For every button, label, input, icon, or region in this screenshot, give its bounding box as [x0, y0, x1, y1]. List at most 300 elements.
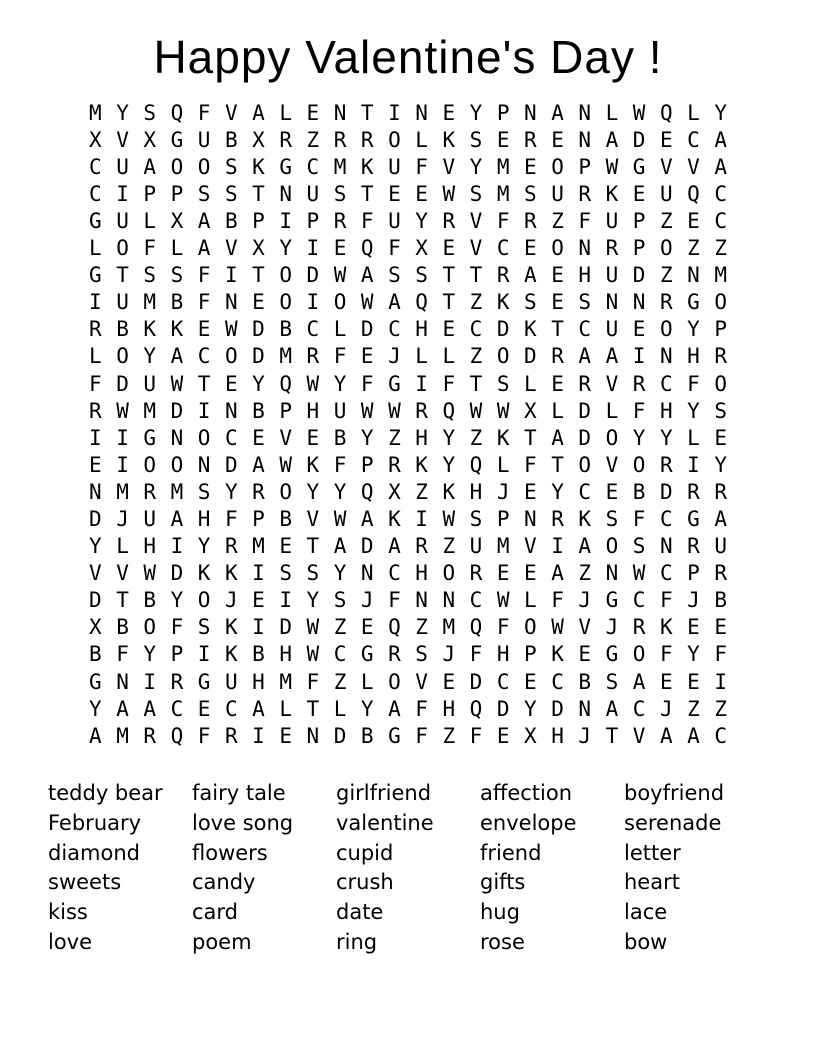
grid-letter: Z [551, 208, 564, 233]
grid-letter: S [224, 181, 238, 206]
grid-letter: T [360, 181, 374, 206]
grid-letter: A [524, 263, 537, 288]
word-item: date [336, 900, 384, 925]
grid-letter: O [605, 534, 619, 559]
grid-letter: U [224, 669, 238, 694]
word-item: card [192, 900, 239, 925]
grid-letter: V [116, 561, 129, 586]
grid-letter: A [551, 100, 564, 125]
page-title: Happy Valentine's Day ! [153, 31, 663, 83]
grid-letter: O [388, 669, 401, 694]
grid-letter: B [224, 127, 238, 152]
grid-letter: D [116, 371, 129, 396]
grid-letter: R [469, 561, 483, 586]
grid-letter: G [687, 290, 700, 315]
grid-letter: F [116, 642, 129, 667]
grid-letter: L [116, 534, 129, 559]
grid-letter: A [388, 290, 401, 315]
grid-letter: C [496, 236, 510, 261]
grid-letter: P [496, 507, 510, 531]
grid-letter: K [388, 507, 401, 531]
grid-letter: T [551, 452, 564, 477]
grid-letter: X [415, 236, 428, 261]
grid-letter: E [252, 588, 265, 613]
grid-letter: G [360, 642, 374, 667]
grid-letter: V [524, 534, 537, 559]
grid-letter: E [551, 371, 564, 396]
grid-letter: R [89, 317, 102, 342]
grid-letter: E [687, 208, 700, 233]
grid-letter: U [551, 181, 564, 206]
grid-letter: J [605, 615, 619, 640]
word-item: crush [336, 870, 394, 895]
grid-letter: E [442, 100, 456, 125]
grid-letter: I [252, 561, 265, 586]
grid-letter: Z [333, 669, 347, 694]
grid-letter: Q [170, 723, 184, 748]
grid-letter: V [89, 561, 102, 586]
grid-letter: O [224, 344, 238, 369]
grid-letter: C [89, 154, 102, 179]
grid-letter: J [360, 588, 374, 613]
grid-letter: K [659, 615, 673, 640]
grid-letter: W [170, 371, 184, 396]
grid-letter: K [252, 154, 265, 179]
grid-letter: R [578, 371, 592, 396]
grid-letter: O [659, 317, 673, 342]
grid-letter: F [197, 290, 211, 315]
grid-letter: Z [714, 696, 727, 721]
grid-letter: V [605, 452, 619, 477]
grid-letter: D [170, 398, 184, 423]
grid-letter: Y [89, 696, 102, 721]
grid-letter: A [551, 425, 564, 450]
grid-letter: C [469, 588, 483, 613]
grid-letter: K [143, 317, 157, 342]
grid-letter: E [496, 127, 510, 152]
grid-letter: N [659, 534, 673, 559]
grid-letter: S [605, 507, 619, 531]
grid-letter: W [632, 561, 646, 586]
grid-letter: F [687, 371, 700, 396]
grid-letter: R [659, 290, 673, 315]
word-item: rose [480, 929, 525, 954]
grid-letter: C [306, 154, 320, 179]
grid-letter: F [578, 208, 592, 233]
grid-letter: A [659, 723, 673, 748]
grid-row [82, 235, 735, 262]
grid-letter: D [578, 398, 592, 423]
grid-letter: Z [333, 615, 347, 640]
grid-letter: A [360, 507, 374, 531]
grid-letter: P [524, 642, 537, 667]
grid-row [82, 669, 735, 696]
grid-row [82, 560, 735, 587]
grid-letter: K [224, 642, 238, 667]
grid-letter: K [224, 615, 238, 640]
word-item: friend [480, 840, 542, 865]
grid-letter: E [687, 615, 700, 640]
word-item: flowers [192, 840, 268, 865]
grid-letter: B [224, 208, 238, 233]
grid-row [82, 506, 735, 533]
grid-letter: E [524, 669, 537, 694]
grid-letter: D [551, 696, 564, 721]
grid-letter: A [143, 154, 157, 179]
grid-letter: H [578, 263, 592, 288]
grid-letter: E [388, 181, 401, 206]
grid-letter: D [469, 669, 483, 694]
grid-letter: Q [469, 615, 483, 640]
grid-letter: G [632, 154, 646, 179]
grid-letter: X [524, 723, 537, 748]
grid-letter: D [224, 452, 238, 477]
grid-letter: V [279, 425, 292, 450]
grid-letter: D [279, 615, 292, 640]
grid-letter: C [469, 317, 483, 342]
grid-letter: E [632, 317, 646, 342]
grid-letter: E [632, 181, 646, 206]
grid-letter: C [496, 669, 510, 694]
grid-row [82, 533, 735, 560]
grid-letter: P [687, 561, 700, 586]
grid-letter: Z [442, 534, 456, 559]
grid-letter: V [605, 371, 619, 396]
grid-letter: E [306, 100, 320, 125]
grid-letter: W [143, 561, 157, 586]
grid-letter: C [224, 425, 238, 450]
grid-letter: L [605, 398, 619, 423]
grid-letter: F [496, 615, 510, 640]
word-list-column [48, 779, 192, 958]
grid-letter: G [388, 371, 401, 396]
grid-letter: I [714, 669, 727, 694]
grid-letter: Y [306, 588, 320, 613]
grid-letter: R [551, 507, 564, 531]
grid-letter: S [333, 181, 347, 206]
grid-letter: L [605, 100, 619, 125]
grid-letter: N [170, 425, 184, 450]
grid-letter: J [578, 588, 592, 613]
grid-letter: O [333, 290, 347, 315]
grid-letter: Y [687, 642, 700, 667]
grid-letter: D [496, 317, 510, 342]
grid-letter: C [578, 479, 592, 504]
grid-letter: O [578, 452, 592, 477]
word-item: teddy bear [48, 781, 163, 805]
word-item: sweets [48, 870, 122, 895]
grid-letter: L [89, 236, 102, 261]
grid-letter: E [442, 236, 456, 261]
word-list [48, 779, 768, 958]
grid-letter: Q [170, 100, 184, 125]
grid-letter: Y [687, 317, 700, 342]
grid-letter: Q [279, 371, 292, 396]
grid-letter: N [524, 100, 537, 125]
word-item: gifts [480, 870, 526, 895]
grid-letter: L [551, 398, 564, 423]
grid-letter: D [89, 588, 102, 613]
grid-letter: P [252, 208, 265, 233]
grid-letter: N [442, 588, 456, 613]
grid-letter: E [442, 317, 456, 342]
grid-letter: W [116, 398, 129, 423]
grid-letter: R [632, 615, 646, 640]
grid-letter: A [197, 208, 211, 233]
grid-letter: H [415, 425, 428, 450]
grid-letter: Z [415, 479, 428, 504]
grid-letter: O [632, 452, 646, 477]
grid-letter: L [333, 696, 347, 721]
grid-letter: I [687, 452, 700, 477]
grid-letter: P [306, 208, 320, 233]
grid-letter: I [632, 344, 646, 369]
grid-letter: S [197, 615, 211, 640]
grid-letter: D [360, 317, 374, 342]
grid-letter: V [224, 100, 238, 125]
grid-letter: M [714, 263, 727, 288]
word-item: poem [192, 929, 252, 954]
grid-letter: Y [360, 425, 374, 450]
grid-letter: C [89, 181, 102, 206]
grid-letter: Z [306, 127, 320, 152]
grid-letter: D [496, 696, 510, 721]
word-item: hug [480, 900, 520, 925]
grid-letter: Q [442, 398, 456, 423]
grid-letter: F [551, 588, 564, 613]
grid-letter: T [306, 534, 320, 559]
grid-letter: E [578, 642, 592, 667]
grid-letter: R [415, 398, 428, 423]
grid-letter: K [551, 642, 564, 667]
grid-letter: Y [143, 642, 157, 667]
grid-letter: W [306, 371, 320, 396]
grid-letter: T [252, 263, 265, 288]
grid-letter: B [578, 669, 592, 694]
grid-letter: U [116, 154, 129, 179]
grid-letter: Z [442, 723, 456, 748]
grid-letter: F [659, 588, 673, 613]
grid-letter: T [469, 263, 483, 288]
grid-row [82, 398, 735, 425]
grid-letter: H [551, 723, 564, 748]
grid-letter: U [605, 317, 619, 342]
grid-letter: Q [360, 236, 374, 261]
grid-letter: N [89, 479, 102, 504]
grid-letter: G [197, 669, 211, 694]
grid-letter: F [360, 208, 374, 233]
grid-letter: C [224, 696, 238, 721]
grid-letter: K [197, 561, 211, 586]
grid-letter: F [143, 236, 157, 261]
grid-letter: T [605, 723, 619, 748]
grid-row [82, 289, 735, 316]
grid-letter: F [442, 371, 456, 396]
grid-letter: C [388, 317, 401, 342]
grid-letter: N [279, 181, 292, 206]
grid-letter: A [714, 127, 727, 152]
grid-row [82, 343, 735, 370]
grid-letter: Y [197, 534, 211, 559]
grid-row [82, 696, 735, 723]
grid-letter: B [632, 479, 646, 504]
grid-letter: N [659, 344, 673, 369]
grid-letter: E [714, 425, 727, 450]
grid-letter: R [224, 723, 238, 748]
grid-letter: A [551, 561, 564, 586]
grid-letter: K [224, 561, 238, 586]
grid-letter: Y [252, 371, 265, 396]
grid-letter: Y [632, 425, 646, 450]
grid-letter: O [714, 290, 727, 315]
grid-letter: N [415, 588, 428, 613]
grid-letter: N [687, 263, 700, 288]
grid-letter: C [388, 561, 401, 586]
grid-letter: L [415, 127, 428, 152]
grid-letter: F [388, 588, 401, 613]
grid-letter: N [578, 127, 592, 152]
grid-letter: Y [415, 208, 428, 233]
word-item: candy [192, 870, 256, 895]
grid-letter: I [143, 669, 157, 694]
word-item: fairy tale [192, 781, 286, 805]
grid-letter: A [197, 236, 211, 261]
grid-letter: M [496, 181, 510, 206]
grid-letter: A [632, 669, 646, 694]
grid-letter: Z [469, 425, 483, 450]
grid-row [82, 723, 735, 750]
grid-letter: C [333, 642, 347, 667]
word-item: February [48, 810, 142, 835]
grid-letter: V [442, 154, 456, 179]
grid-letter: P [360, 452, 374, 477]
grid-letter: Y [143, 344, 157, 369]
grid-letter: J [496, 479, 510, 504]
grid-letter: Y [714, 100, 727, 125]
grid-letter: X [388, 479, 401, 504]
grid-letter: I [170, 534, 184, 559]
grid-letter: N [197, 452, 211, 477]
grid-letter: V [469, 236, 483, 261]
word-item: valentine [336, 810, 434, 835]
grid-letter: P [170, 181, 184, 206]
grid-letter: I [89, 290, 102, 315]
grid-letter: V [659, 154, 673, 179]
grid-letter: U [116, 290, 129, 315]
grid-letter: X [252, 236, 265, 261]
grid-letter: F [714, 642, 727, 667]
grid-letter: J [224, 588, 238, 613]
grid-letter: E [659, 669, 673, 694]
grid-letter: W [442, 181, 456, 206]
grid-letter: H [496, 642, 510, 667]
grid-letter: N [360, 561, 374, 586]
grid-letter: V [687, 154, 700, 179]
grid-letter: G [89, 263, 102, 288]
grid-letter: C [714, 181, 727, 206]
grid-letter: J [116, 507, 129, 531]
grid-letter: I [415, 371, 428, 396]
grid-letter: F [469, 642, 483, 667]
grid-letter: S [197, 479, 211, 504]
grid-letter: O [496, 344, 510, 369]
grid-letter: I [224, 263, 238, 288]
grid-letter: D [632, 263, 646, 288]
grid-letter: R [714, 344, 727, 369]
grid-letter: R [333, 127, 347, 152]
word-item: affection [480, 781, 573, 805]
grid-letter: H [442, 696, 456, 721]
grid-letter: J [578, 723, 592, 748]
grid-letter: K [170, 317, 184, 342]
grid-letter: U [605, 263, 619, 288]
grid-letter: J [687, 588, 700, 613]
grid-letter: K [306, 452, 320, 477]
grid-letter: A [143, 696, 157, 721]
grid-letter: M [279, 344, 292, 369]
grid-letter: O [279, 263, 292, 288]
grid-letter: N [524, 507, 537, 531]
word-item: boyfriend [624, 781, 725, 805]
grid-letter: Z [388, 425, 401, 450]
grid-letter: S [197, 181, 211, 206]
grid-letter: E [306, 425, 320, 450]
grid-letter: I [197, 398, 211, 423]
grid-letter: G [89, 208, 102, 233]
grid-letter: B [116, 317, 129, 342]
grid-letter: R [524, 208, 537, 233]
grid-letter: V [116, 127, 129, 152]
grid-letter: O [551, 236, 564, 261]
grid-letter: I [306, 290, 320, 315]
grid-letter: F [197, 263, 211, 288]
grid-letter: S [496, 371, 510, 396]
grid-letter: Y [469, 100, 483, 125]
grid-letter: R [687, 534, 700, 559]
grid-letter: A [388, 696, 401, 721]
grid-letter: R [252, 479, 265, 504]
grid-letter: J [659, 696, 673, 721]
grid-letter: E [551, 290, 564, 315]
grid-letter: O [714, 371, 727, 396]
grid-letter: K [605, 181, 619, 206]
grid-letter: H [306, 398, 320, 423]
grid-letter: A [170, 507, 184, 531]
grid-letter: M [170, 479, 184, 504]
grid-letter: D [659, 479, 673, 504]
grid-letter: W [224, 317, 238, 342]
grid-letter: O [170, 154, 184, 179]
grid-letter: M [116, 723, 129, 748]
grid-letter: Y [306, 479, 320, 504]
grid-row [82, 425, 735, 452]
grid-letter: T [360, 100, 374, 125]
grid-letter: U [143, 371, 157, 396]
grid-letter: M [496, 154, 510, 179]
grid-letter: W [469, 398, 483, 423]
grid-row [82, 452, 735, 479]
grid-letter: U [388, 154, 401, 179]
grid-letter: E [496, 723, 510, 748]
grid-letter: M [252, 534, 265, 559]
grid-letter: L [415, 344, 428, 369]
grid-letter: O [279, 290, 292, 315]
grid-letter: F [632, 507, 646, 531]
grid-letter: E [224, 371, 238, 396]
grid-letter: N [306, 723, 320, 748]
grid-letter: S [306, 561, 320, 586]
grid-letter: T [306, 696, 320, 721]
